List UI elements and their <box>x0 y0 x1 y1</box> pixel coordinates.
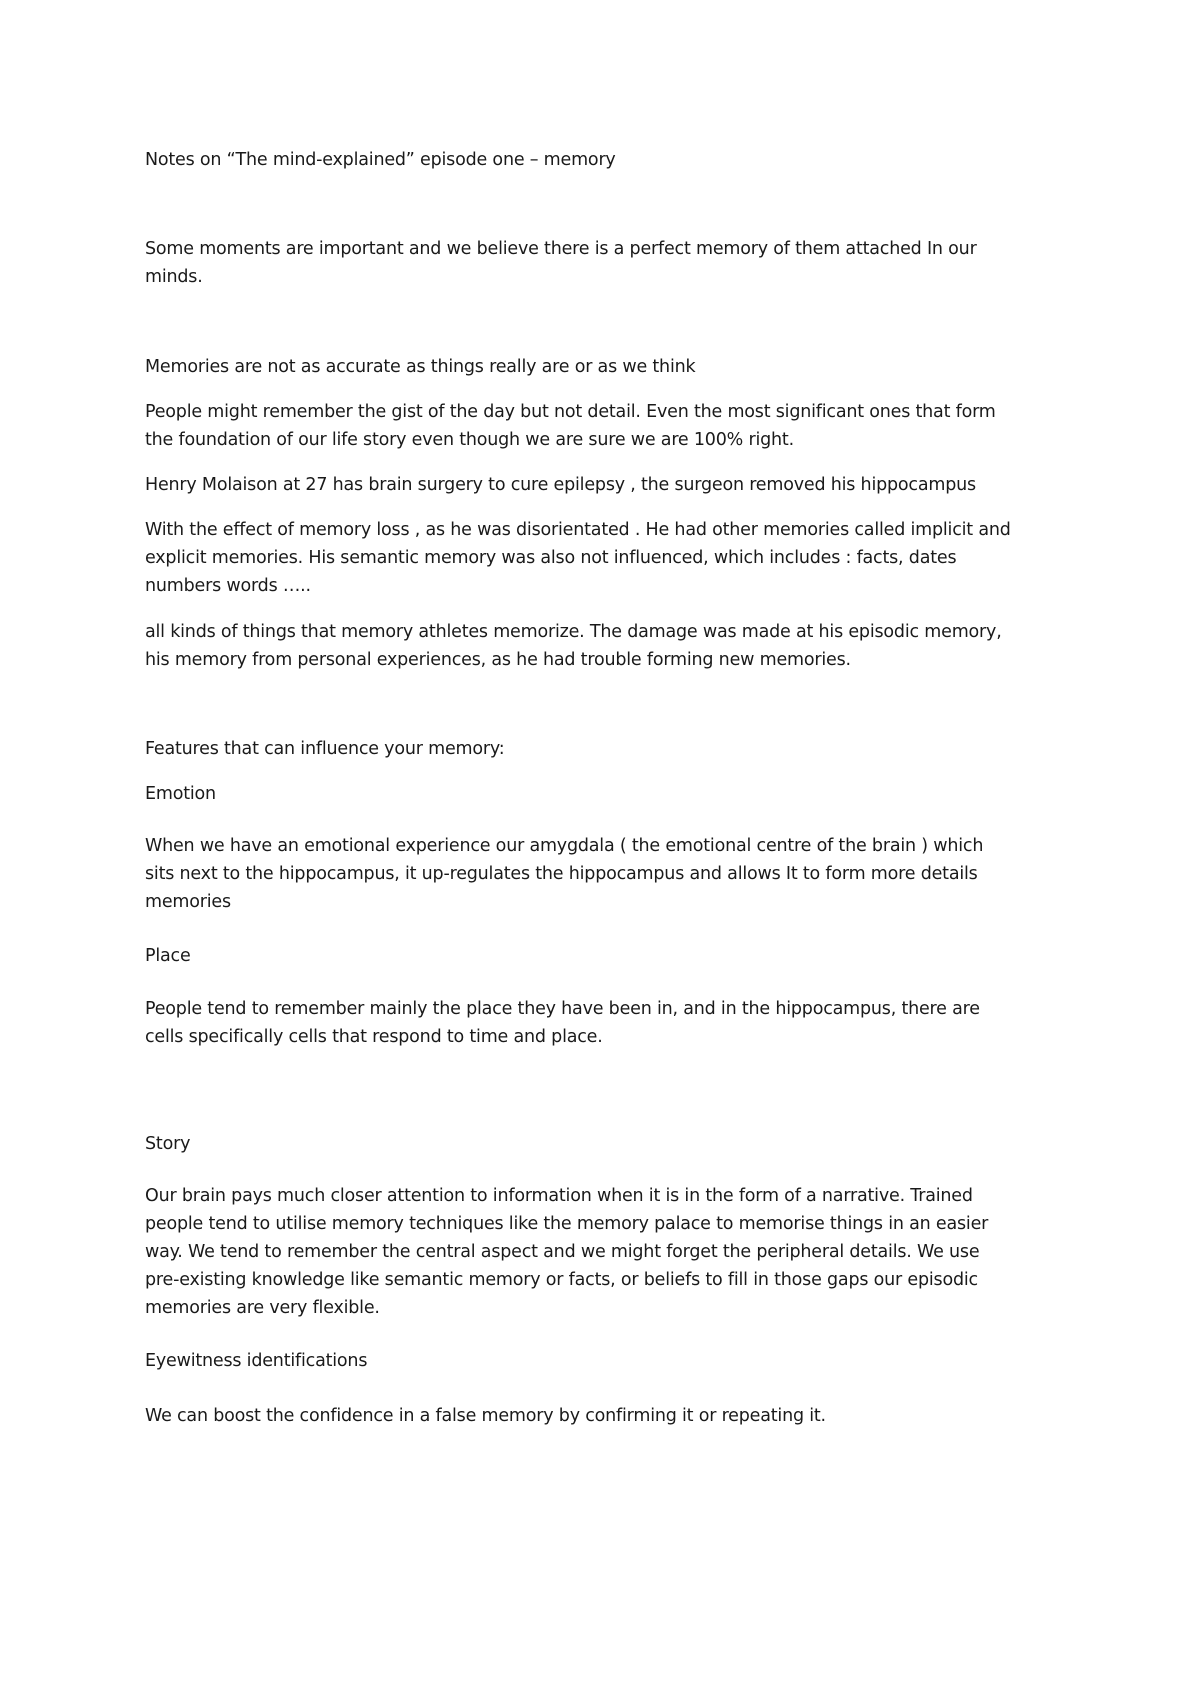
effect-line: explicit memories. His semantic memory was also not influenced, which includes : facts, dates <box>145 548 957 568</box>
athletes-line: all kinds of things that memory athletes memorize. The damage was made at his episodic memory, <box>145 622 1002 642</box>
eyewitness-heading: Eyewitness identifications <box>145 1351 368 1371</box>
story-line: people tend to utilise memory techniques like the memory palace to memorise things in an easier <box>145 1214 989 1234</box>
accuracy-line: Memories are not as accurate as things really are or as we think <box>145 357 696 377</box>
story-heading: Story <box>145 1134 191 1154</box>
intro-line: Some moments are important and we believe there is a perfect memory of them attached In our <box>145 239 977 259</box>
place-line: cells specifically cells that respond to time and place. <box>145 1027 603 1047</box>
effect-line: With the effect of memory loss , as he was disorientated . He had other memories called implicit and <box>145 520 1011 540</box>
emotion-line: sits next to the hippocampus, it up-regulates the hippocampus and allows It to form more details <box>145 864 978 884</box>
story-line: way. We tend to remember the central aspect and we might forget the peripheral details. We use <box>145 1242 980 1262</box>
emotion-line: When we have an emotional experience our amygdala ( the emotional centre of the brain ) which <box>145 836 984 856</box>
emotion-line: memories <box>145 892 231 912</box>
place-heading: Place <box>145 946 191 966</box>
gist-line: People might remember the gist of the day but not detail. Even the most significant ones that form <box>145 402 996 422</box>
gist-line: the foundation of our life story even though we are sure we are 100% right. <box>145 430 794 450</box>
henry-line: Henry Molaison at 27 has brain surgery to cure epilepsy , the surgeon removed his hippocampus <box>145 475 976 495</box>
intro-line: minds. <box>145 267 203 287</box>
eyewitness-line: We can boost the confidence in a false memory by confirming it or repeating it. <box>145 1406 826 1426</box>
athletes-line: his memory from personal experiences, as he had trouble forming new memories. <box>145 650 851 670</box>
document-title: Notes on “The mind-explained” episode one – memory <box>145 150 616 170</box>
place-line: People tend to remember mainly the place they have been in, and in the hippocampus, there are <box>145 999 980 1019</box>
story-line: pre-existing knowledge like semantic memory or facts, or beliefs to fill in those gaps our episodic <box>145 1270 978 1290</box>
effect-line: numbers words ….. <box>145 576 311 596</box>
features-heading: Features that can influence your memory: <box>145 739 505 759</box>
story-line: Our brain pays much closer attention to information when it is in the form of a narrative. Trained <box>145 1186 973 1206</box>
story-line: memories are very flexible. <box>145 1298 380 1318</box>
emotion-heading: Emotion <box>145 784 216 804</box>
